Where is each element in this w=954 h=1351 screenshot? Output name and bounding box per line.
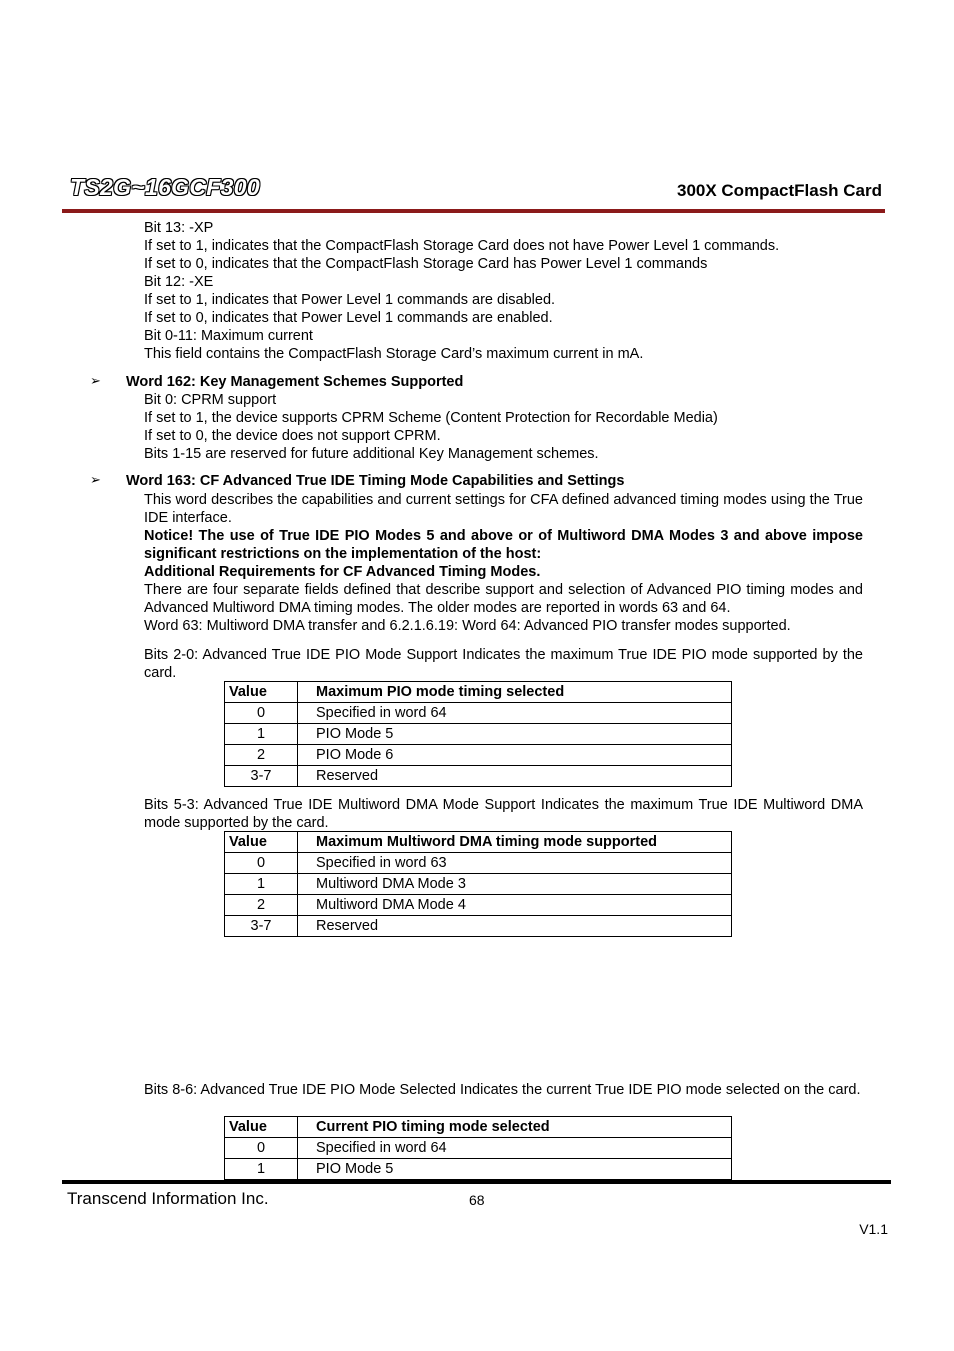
word-163-heading: Word 163: CF Advanced True IDE Timing Mode Capabilities and Settings — [126, 473, 625, 489]
paragraph: This word describes the capabilities and current settings for CFA defined advanced timing modes using the True IDE interface. — [144, 492, 863, 526]
description-cell: PIO Mode 5 — [298, 1159, 732, 1180]
text-line: If set to 1, indicates that Power Level 1 commands are disabled. — [144, 292, 556, 308]
text-line: Bits 1-15 are reserved for future additional Key Management schemes. — [144, 446, 599, 462]
bits-2-0-description: Bits 2-0: Advanced True IDE PIO Mode Support Indicates the maximum True IDE PIO mode supported by the card. — [144, 647, 863, 681]
value-cell: 0 — [225, 703, 298, 724]
description-cell: Specified in word 64 — [298, 1138, 732, 1159]
table-row — [225, 766, 732, 787]
column-header: Maximum Multiword DMA timing mode supported — [298, 832, 732, 853]
description-cell: PIO Mode 6 — [298, 745, 732, 766]
column-header: Value — [225, 832, 298, 853]
text-line: If set to 0, indicates that the CompactFlash Storage Card has Power Level 1 commands — [144, 256, 708, 272]
notice-paragraph: Notice! The use of True IDE PIO Modes 5 and above or of Multiword DMA Modes 3 and above impose significant restrictions on the implementation of the host: — [144, 528, 863, 562]
paragraph: There are four separate fields defined that describe support and selection of Advanced PIO timing modes and Advanced Multiword DMA timing modes. The older modes are reported in words 63 and 64. — [144, 582, 863, 616]
description-cell: Multiword DMA Mode 4 — [298, 895, 732, 916]
table-row — [225, 895, 732, 916]
text-line: Bit 0: CPRM support — [144, 392, 277, 408]
column-header: Current PIO timing mode selected — [298, 1117, 732, 1138]
arrow-bullet-icon: ➢ — [90, 472, 101, 487]
document-version: V1.1 — [859, 1221, 888, 1237]
text-line: If set to 0, indicates that Power Level 1 commands are enabled. — [144, 310, 553, 326]
word-160-bit-descriptions — [144, 219, 863, 363]
table-row — [225, 745, 732, 766]
column-header: Value — [225, 682, 298, 703]
value-cell: 3-7 — [225, 766, 298, 787]
table-row — [225, 1159, 732, 1180]
description-cell: Specified in word 63 — [298, 853, 732, 874]
footer-company-name: Transcend Information Inc. — [67, 1189, 269, 1208]
pio-mode-support-table — [224, 681, 732, 787]
paragraph: Word 63: Multiword DMA transfer and 6.2.1.6.19: Word 64: Advanced PIO transfer modes supported. — [144, 618, 791, 634]
table-header-row — [225, 682, 732, 703]
text-line: If set to 1, the device supports CPRM Scheme (Content Protection for Recordable Media) — [144, 410, 718, 426]
value-cell: 1 — [225, 874, 298, 895]
header-divider — [62, 209, 885, 213]
value-cell: 0 — [225, 1138, 298, 1159]
footer-divider — [62, 1180, 891, 1184]
value-cell: 1 — [225, 1159, 298, 1180]
text-line: If set to 1, indicates that the CompactFlash Storage Card does not have Power Level 1 commands. — [144, 238, 780, 254]
column-header: Maximum PIO mode timing selected — [298, 682, 732, 703]
table-row — [225, 703, 732, 724]
description-cell: PIO Mode 5 — [298, 724, 732, 745]
word-162-description — [144, 391, 863, 463]
value-cell: 0 — [225, 853, 298, 874]
text-line: Bit 12: -XE — [144, 274, 214, 290]
text-line: Bit 13: -XP — [144, 220, 214, 236]
table-row — [225, 724, 732, 745]
requirements-heading: Additional Requirements for CF Advanced Timing Modes. — [144, 564, 541, 580]
word-162-heading: Word 162: Key Management Schemes Supported — [126, 374, 464, 390]
table-header-row — [225, 1117, 732, 1138]
table-row — [225, 1138, 732, 1159]
table-row — [225, 853, 732, 874]
table-row — [225, 874, 732, 895]
text-line: Bit 0-11: Maximum current — [144, 328, 313, 344]
value-cell: 1 — [225, 724, 298, 745]
arrow-bullet-icon: ➢ — [90, 373, 101, 388]
value-cell: 2 — [225, 895, 298, 916]
brand-logo: TS2G~16GCF300 — [70, 174, 260, 200]
value-cell: 2 — [225, 745, 298, 766]
word-163-description — [144, 491, 863, 635]
column-header: Value — [225, 1117, 298, 1138]
document-title: 300X CompactFlash Card — [676, 181, 882, 200]
text-line: If set to 0, the device does not support CPRM. — [144, 428, 441, 444]
text-line: This field contains the CompactFlash Storage Card’s maximum current in mA. — [144, 346, 644, 362]
description-cell: Reserved — [298, 766, 732, 787]
description-cell: Specified in word 64 — [298, 703, 732, 724]
table-header-row — [225, 832, 732, 853]
pio-mode-selected-table — [224, 1116, 732, 1180]
value-cell: 3-7 — [225, 916, 298, 937]
dma-mode-support-table — [224, 831, 732, 937]
table-row — [225, 916, 732, 937]
bits-8-6-description: Bits 8-6: Advanced True IDE PIO Mode Selected Indicates the current True IDE PIO mode selected on the card. — [144, 1082, 861, 1098]
page-number: 68 — [469, 1192, 485, 1208]
bits-5-3-description: Bits 5-3: Advanced True IDE Multiword DMA Mode Support Indicates the maximum True IDE Multiword DMA mode supported by the card. — [144, 797, 863, 831]
description-cell: Reserved — [298, 916, 732, 937]
description-cell: Multiword DMA Mode 3 — [298, 874, 732, 895]
